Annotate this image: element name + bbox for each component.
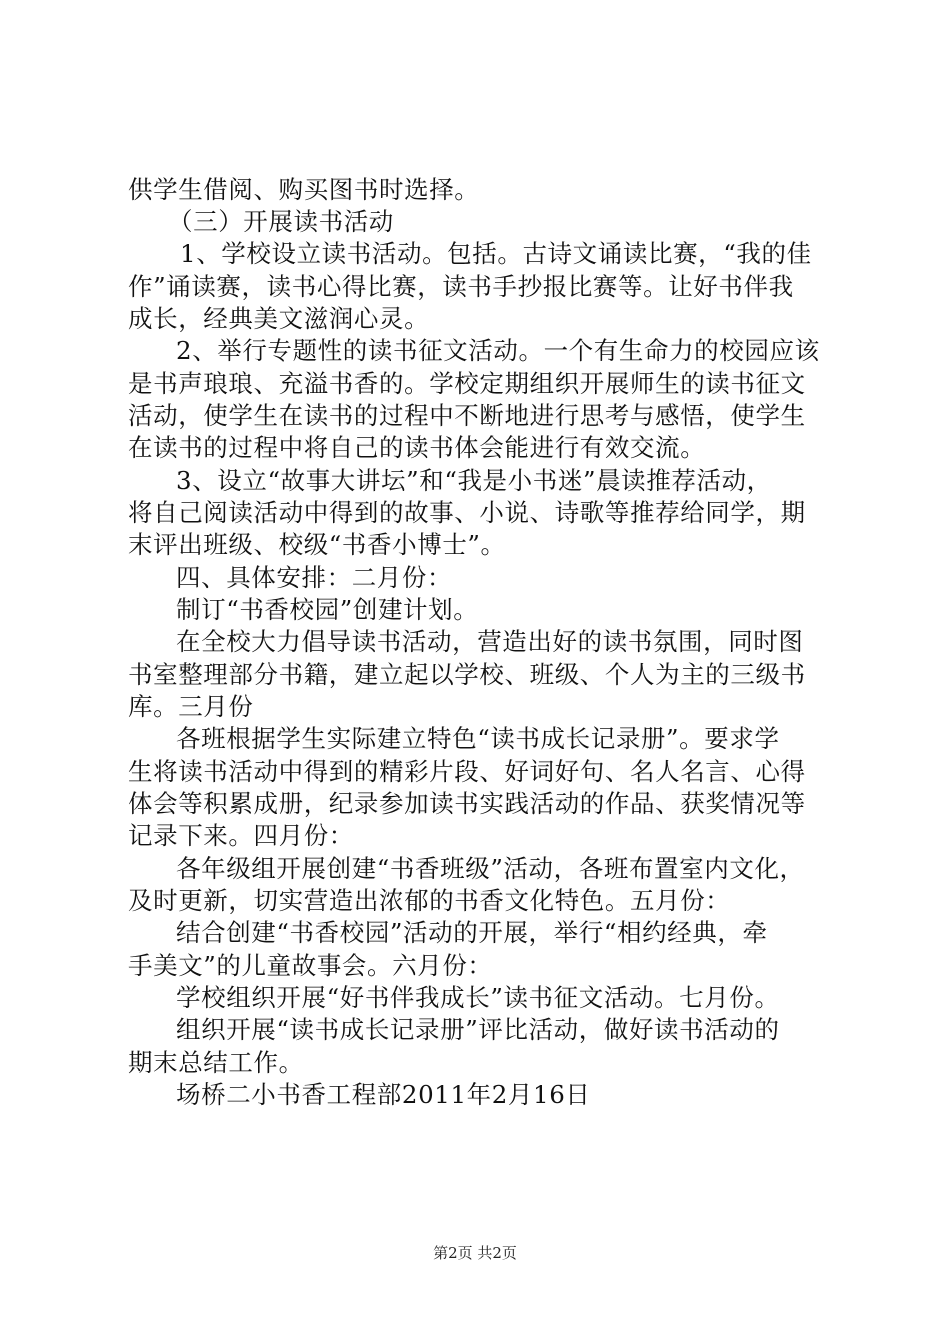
text-line: 供学生借阅、购买图书时选择。 — [128, 175, 480, 204]
text-line: 结合创建“书香校园”活动的开展，举行“相约经典，牵 — [176, 918, 768, 947]
signature-line: 场桥二小书香工程部2011年2月16日 — [176, 1080, 591, 1109]
text-line: 期末总结工作。 — [128, 1048, 304, 1077]
text-line: 组织开展“读书成长记录册”评比活动，做好读书活动的 — [176, 1015, 780, 1044]
text-line: 将自己阅读活动中得到的故事、小说、诗歌等推荐给同学，期 — [128, 498, 806, 527]
text-line: 库。三月份 — [128, 692, 254, 721]
text-line: 成长，经典美文滋润心灵。 — [128, 304, 430, 333]
text-line: 各年级组开展创建“书香班级”活动，各班布置室内文化， — [176, 854, 805, 883]
text-line: 生将读书活动中得到的精彩片段、好词好句、名人名言、心得 — [128, 757, 806, 786]
text-line: 3、设立“故事大讲坛”和“我是小书迷”晨读推荐活动， — [176, 466, 772, 495]
text-line: 及时更新，切实营造出浓郁的书香文化特色。五月份： — [128, 886, 731, 915]
text-line: 学校组织开展“好书伴我成长”读书征文活动。七月份。 — [176, 983, 780, 1012]
text-line: 手美文”的儿童故事会。六月份： — [128, 951, 493, 980]
text-line: 在读书的过程中将自己的读书体会能进行有效交流。 — [128, 433, 706, 462]
text-line: 1、学校设立读书活动。包括。古诗文诵读比赛，“我的佳 — [180, 239, 812, 268]
text-line: 在全校大力倡导读书活动，营造出好的读书氛围，同时图 — [176, 627, 804, 656]
text-line: 记录下来。四月份： — [128, 821, 354, 850]
page-number-footer: 第2页 共2页 — [433, 1244, 517, 1262]
text-line: 作”诵读赛，读书心得比赛，读书手抄报比赛等。让好书伴我 — [128, 272, 794, 301]
text-line: 书室整理部分书籍，建立起以学校、班级、个人为主的三级书 — [128, 660, 806, 689]
text-line: 是书声琅琅、充溢书香的。学校定期组织开展师生的读书征文 — [128, 369, 806, 398]
section-heading: （三）开展读书活动 — [168, 207, 394, 236]
text-line: 体会等积累成册，纪录参加读书实践活动的作品、获奖情况等 — [128, 789, 806, 818]
text-line: 四、具体安排：二月份： — [176, 563, 453, 592]
text-line: 活动，使学生在读书的过程中不断地进行思考与感悟，使学生 — [128, 401, 806, 430]
text-line: 末评出班级、校级“书香小博士”。 — [128, 530, 506, 559]
text-line: 2、举行专题性的读书征文活动。一个有生命力的校园应该 — [176, 336, 820, 365]
text-line: 制订“书香校园”创建计划。 — [176, 595, 479, 624]
text-line: 各班根据学生实际建立特色“读书成长记录册”。要求学 — [176, 724, 780, 753]
